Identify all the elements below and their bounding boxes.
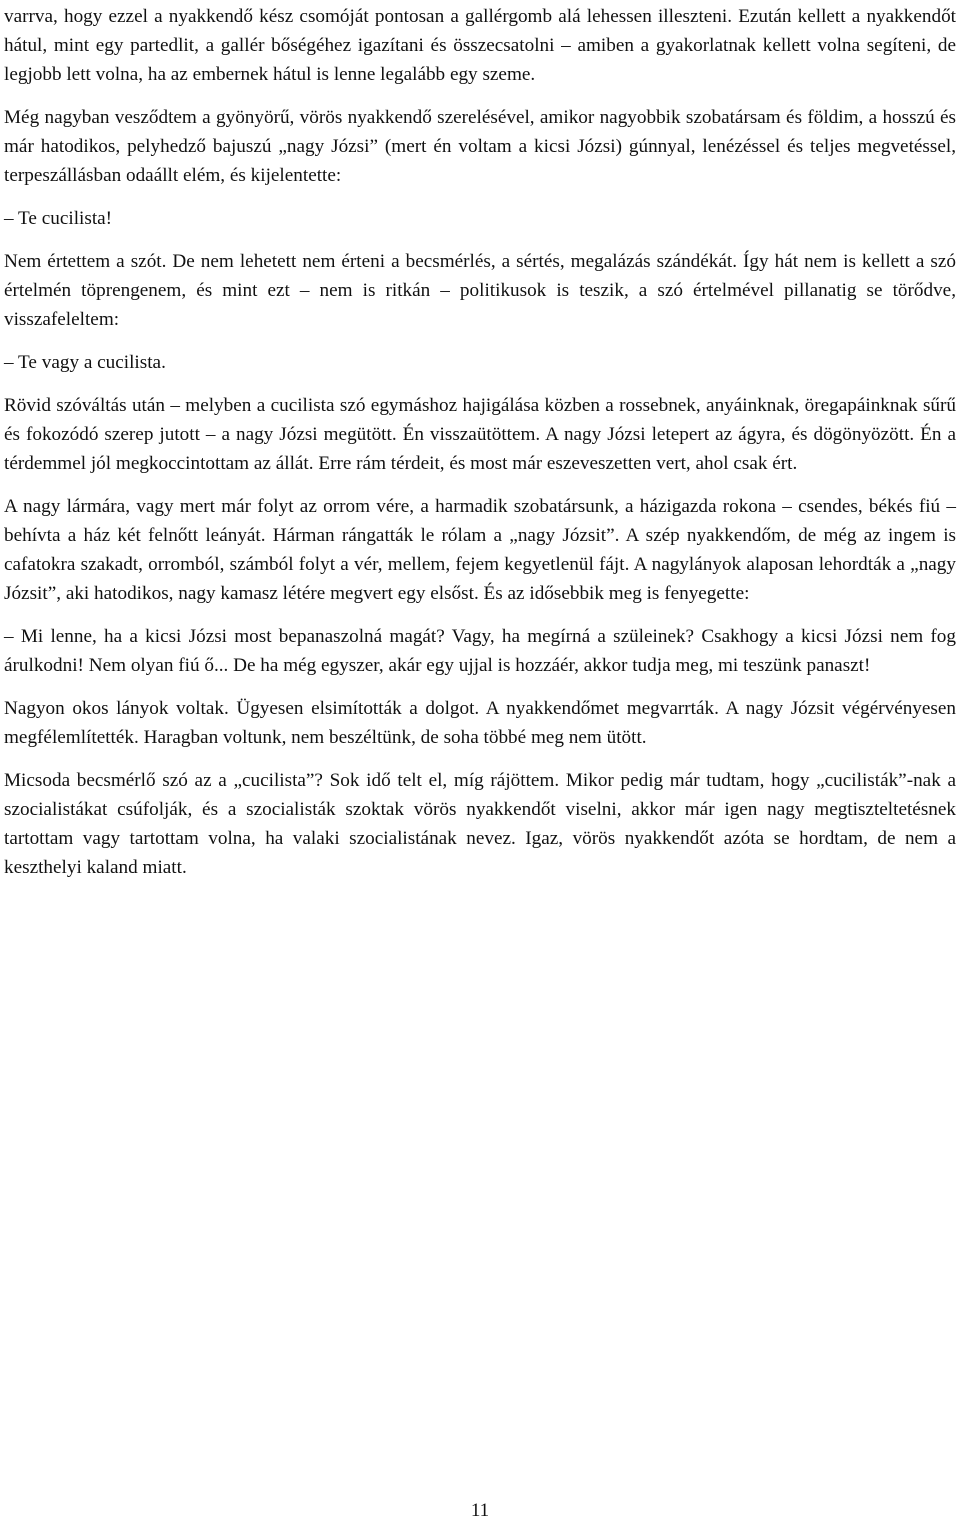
body-text [4, 2, 956, 896]
paragraph: varrva, hogy ezzel a nyakkendő kész csomóját pontosan a gallérgomb alá lehessen illeszteni. Ezután kellett a nyakkendőt hátul, mint egy partedlit, a gallér bőségéhez igazítani és összecsatolni – amiben a gyakorlatnak kellett volna segíteni, de legjobb lett volna, ha az embernek hátul is lenne legalább egy szeme. [4, 6, 956, 85]
paragraph: A nagy lármára, vagy mert már folyt az orrom vére, a harmadik szobatársunk, a házigazda rokona – csendes, békés fiú – behívta a ház két felnőtt leányát. Hárman rángatták le rólam a „nagy Józsit”. A szép nyakkendőm, de még az ingem is cafatokra szakadt, orromból, számból folyt a vér, mellem, fejem kegyetlenül fájt. A nagylányok alaposan lehordták a „nagy Józsit”, aki hatodikos, nagy kamasz létére megvert egy elsőst. És az idősebbik meg is fenyegette: [4, 496, 956, 604]
paragraph: Rövid szóváltás után – melyben a cucilista szó egymáshoz hajigálása közben a rossebnek, anyáinknak, öregapáinknak sűrű és fokozódó szerep jutott – a nagy Józsi megütött. Én visszaütöttem. A nagy Józsi letepert az ágyra, és dögönyözött. Én a térdemmel jól megkoccintottam az állát. Erre rám térdeit, és most már eszeveszetten vert, ahol csak ért. [4, 395, 956, 474]
dialogue-line: – Te vagy a cucilista. [4, 352, 166, 373]
paragraph: Nem értettem a szót. De nem lehetett nem érteni a becsmérlés, a sértés, megalázás szándékát. Így hát nem is kellett a szó értelmén töprengenem, és mint ezt – nem is ritkán – politikusok is teszik, a szó értelmével pillanatig se törődve, visszafeleltem: [4, 251, 956, 330]
paragraph: Még nagyban vesződtem a gyönyörű, vörös nyakkendő szerelésével, amikor nagyobbik szobatársam és földim, a hosszú és már hatodikos, pelyhedző bajuszú „nagy Józsi” (mert én voltam a kicsi Józsi) gúnnyal, lenézéssel és teljes megvetéssel, terpeszállásban odaállt elém, és kijelentette: [4, 107, 956, 186]
document-page [4, 0, 956, 1525]
page-number: 11 [470, 1500, 490, 1521]
dialogue-line: – Mi lenne, ha a kicsi Józsi most bepanaszolná magát? Vagy, ha megírná a szüleinek? Csakhogy a kicsi Józsi nem fog árulkodni! Nem olyan fiú ő... De ha még egyszer, akár egy ujjal is hozzáér, akkor tudja meg, mi teszünk panaszt! [4, 626, 956, 676]
paragraph: Nagyon okos lányok voltak. Ügyesen elsimították a dolgot. A nyakkendőmet megvarrták. A nagy Józsit végérvényesen megfélemlítették. Haragban voltunk, nem beszéltünk, de soha többé meg nem ütött. [4, 698, 956, 748]
dialogue-line: – Te cucilista! [4, 208, 113, 229]
paragraph: Micsoda becsmérlő szó az a „cucilista”? Sok idő telt el, míg rájöttem. Mikor pedig már tudtam, hogy „cucilisták”-nak a szocialistákat csúfolják, és a szocialisták szoktak vörös nyakkendőt viselni, akkor már igen nagy megtiszteltetésnek tartottam vagy tartottam volna, ha valaki szocialistának nevez. Igaz, vörös nyakkendőt azóta se hordtam, de nem a keszthelyi kaland miatt. [4, 770, 956, 878]
